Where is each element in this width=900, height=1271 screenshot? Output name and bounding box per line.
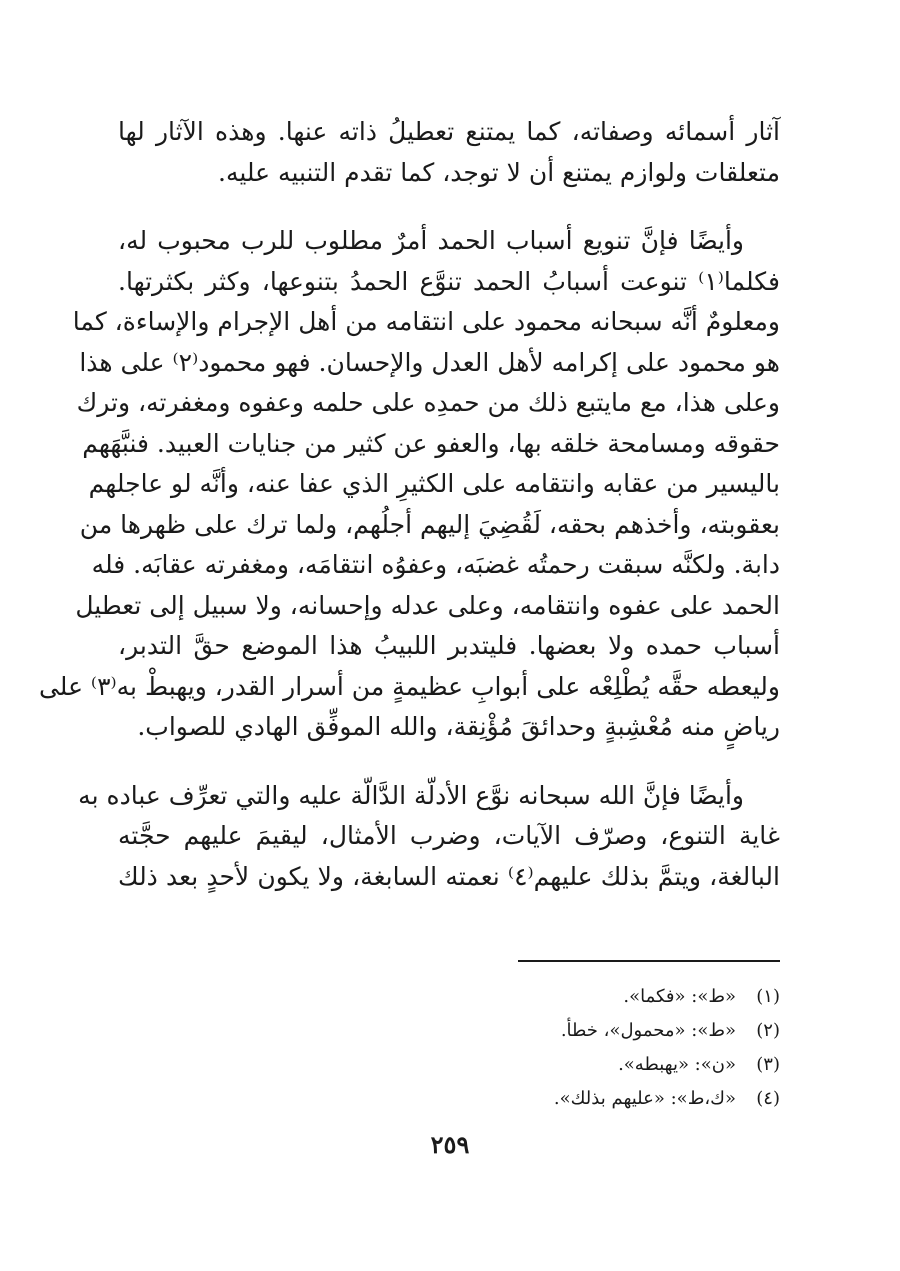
footnote-item	[118, 980, 780, 1014]
text-line: متعلقات ولوازم يمتنع أن لا توجد، كما تقدم التنبيه عليه.	[218, 157, 780, 187]
footnote-text: «ن»: «يهبطه».	[618, 1054, 736, 1075]
footnote-divider	[518, 960, 780, 962]
footnote-number: (٤)	[756, 1088, 780, 1109]
text-line: رياضٍ منه مُعْشِبةٍ وحدائقَ مُؤْنِقة، والله الموفِّق الهادي للصواب.	[137, 712, 780, 741]
footnote-item	[118, 1014, 780, 1048]
paragraph-3	[78, 776, 780, 898]
text-line: دابة. ولكنَّه سبقت رحمتُه غضبَه، وعفوُه انتقامَه، ومغفرته عقابَه. فله	[91, 550, 780, 579]
main-text	[38, 112, 780, 925]
text-line: وأيضًا فإنَّ تنويع أسباب الحمد أمرٌ مطلوب للرب محبوب له،	[118, 226, 745, 255]
text-line: باليسير من عقابه وانتقامه على الكثيرِ الذي عفا عنه، وأنَّه لو عاجلهم	[88, 469, 780, 498]
text-line: وليعطه حقَّه يُطْلِعْه على أبوابِ عظيمةٍ من أسرار القدر، ويهبطْ به⁽٣⁾ على	[38, 671, 780, 701]
page-number: ٢٥٩	[430, 1130, 470, 1159]
text-line: الحمد على عفوه وانتقامه، وعلى عدله وإحسانه، ولا سبيل إلى تعطيل	[75, 590, 780, 620]
paragraph-1	[118, 112, 780, 193]
text-line: أسباب حمده ولا بعضها. فليتدبر اللبيبُ هذا الموضع حقَّ التدبر،	[118, 631, 780, 660]
text-line: البالغة، ويتمَّ بذلك عليهم⁽٤⁾ نعمته السابغة، ولا يكون لأحدٍ بعد ذلك	[118, 861, 780, 891]
footnote-text: «ط»: «فكما».	[623, 986, 736, 1007]
paragraph-2	[38, 221, 780, 748]
footnote-text: «ك،ط»: «عليهم بذلك».	[553, 1088, 736, 1109]
footnote-number: (٢)	[756, 1020, 780, 1041]
text-line: ومعلومٌ أنَّه سبحانه محمود على انتقامه من أهل الإجرام والإساءة، كما	[72, 307, 780, 336]
footnote-item	[118, 1082, 780, 1116]
text-line: آثار أسمائه وصفاته، كما يمتنع تعطيلُ ذاته عنها. وهذه الآثار لها	[118, 117, 780, 146]
footnote-item	[118, 1048, 780, 1082]
text-line: وعلى هذا، مع مايتبع ذلك من حمدِه على حلمه وعفوه ومغفرته، وترك	[76, 388, 780, 417]
footnote-number: (١)	[756, 986, 780, 1007]
text-line: هو محمود على إكرامه لأهل العدل والإحسان. فهو محمود⁽٢⁾ على هذا	[79, 347, 780, 377]
text-line: فكلما⁽١⁾ تنوعت أسبابُ الحمد تنوَّع الحمدُ بتنوعها، وكثر بكثرتها.	[118, 266, 780, 296]
text-line: وأيضًا فإنَّ الله سبحانه نوَّع الأدلّة الدَّالّة عليه والتي تعرِّف عباده به	[78, 780, 744, 810]
footnote-number: (٣)	[756, 1054, 780, 1075]
text-line: غاية التنوع، وصرّف الآيات، وضرب الأمثال، ليقيمَ عليهم حجَّته	[118, 821, 780, 850]
text-line: حقوقه ومسامحة خلقه بها، والعفو عن كثير من جنايات العبيد. فنبَّهَهم	[82, 428, 780, 458]
text-line: بعقوبته، وأخذهم بحقه، لَقُضِيَ إليهم أجلُهم، ولما ترك على ظهرها من	[79, 509, 780, 539]
footnotes	[118, 980, 780, 1116]
footnote-text: «ط»: «محمول»، خطأ.	[560, 1020, 736, 1041]
